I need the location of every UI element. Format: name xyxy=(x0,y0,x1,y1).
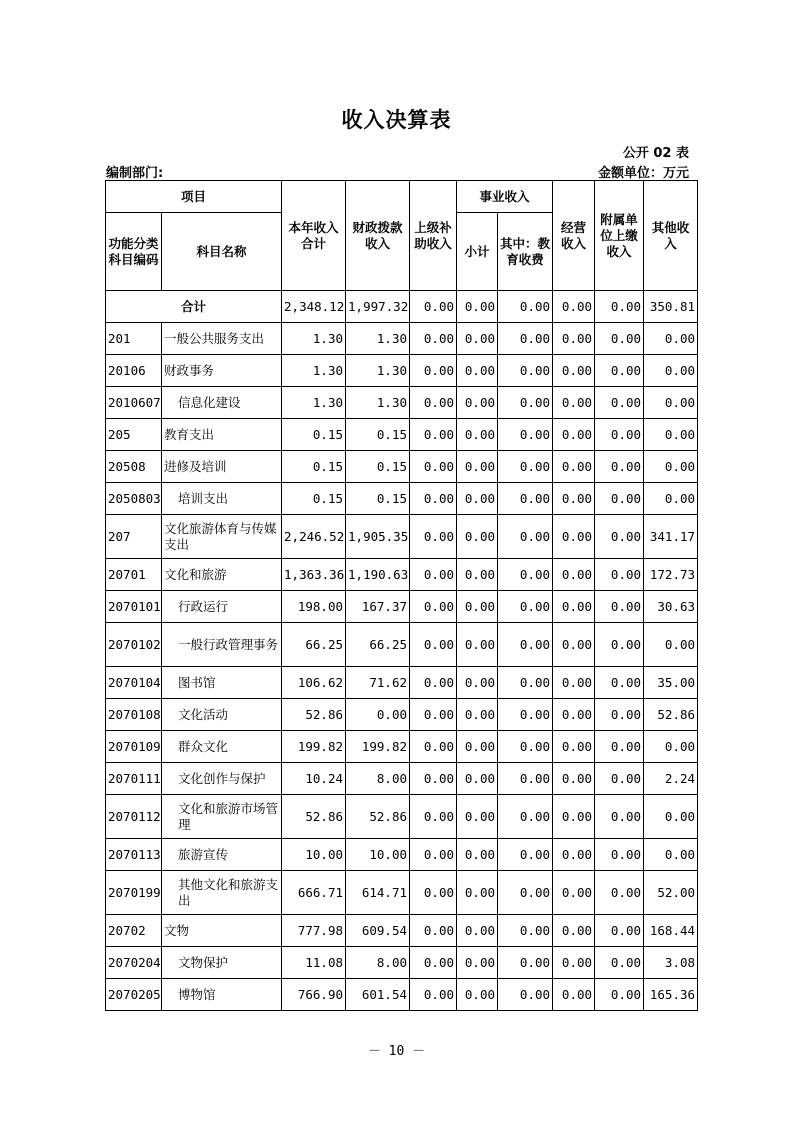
row-name: 文化和旅游 xyxy=(162,559,282,591)
header-item: 项目 xyxy=(106,181,282,213)
row-value: 0.00 xyxy=(457,355,498,387)
row-name: 教育支出 xyxy=(162,419,282,451)
table-row xyxy=(106,979,698,1011)
row-value: 666.71 xyxy=(282,871,346,915)
table-row xyxy=(106,483,698,515)
row-code: 201 xyxy=(106,323,162,355)
row-value: 0.00 xyxy=(457,451,498,483)
row-value: 0.00 xyxy=(553,623,595,667)
row-value: 0.00 xyxy=(644,419,698,451)
row-value: 0.15 xyxy=(282,419,346,451)
row-name: 图书馆 xyxy=(162,667,282,699)
row-value: 8.00 xyxy=(346,947,410,979)
row-code: 2070204 xyxy=(106,947,162,979)
total-value: 1,997.32 xyxy=(346,291,410,323)
row-value: 10.00 xyxy=(346,839,410,871)
header-subject-name: 科目名称 xyxy=(162,213,282,291)
row-value: 0.00 xyxy=(595,699,644,731)
row-value: 0.00 xyxy=(498,515,553,559)
row-value: 0.00 xyxy=(410,763,457,795)
row-value: 0.00 xyxy=(595,451,644,483)
table-row xyxy=(106,591,698,623)
row-value: 71.62 xyxy=(346,667,410,699)
row-code: 2070104 xyxy=(106,667,162,699)
row-value: 66.25 xyxy=(346,623,410,667)
row-value: 0.00 xyxy=(644,795,698,839)
row-code: 2070101 xyxy=(106,591,162,623)
row-value: 1.30 xyxy=(346,323,410,355)
row-value: 0.00 xyxy=(410,483,457,515)
row-value: 766.90 xyxy=(282,979,346,1011)
row-code: 2070205 xyxy=(106,979,162,1011)
row-value: 0.00 xyxy=(553,871,595,915)
row-value: 0.00 xyxy=(457,795,498,839)
row-name: 文化活动 xyxy=(162,699,282,731)
row-value: 0.00 xyxy=(553,839,595,871)
row-name: 旅游宣传 xyxy=(162,839,282,871)
header-operating: 经营收入 xyxy=(553,181,595,291)
row-value: 1,190.63 xyxy=(346,559,410,591)
row-code: 2050803 xyxy=(106,483,162,515)
header-edu-fee: 其中：教育收费 xyxy=(498,213,553,291)
row-value: 0.00 xyxy=(498,699,553,731)
row-value: 0.00 xyxy=(553,323,595,355)
row-value: 2.24 xyxy=(644,763,698,795)
row-value: 0.00 xyxy=(498,947,553,979)
row-value: 0.00 xyxy=(346,699,410,731)
row-value: 0.00 xyxy=(410,419,457,451)
row-value: 0.00 xyxy=(498,591,553,623)
table-row xyxy=(106,323,698,355)
row-code: 20508 xyxy=(106,451,162,483)
row-value: 0.00 xyxy=(553,795,595,839)
row-name: 文物保护 xyxy=(162,947,282,979)
row-value: 0.00 xyxy=(595,979,644,1011)
row-value: 0.00 xyxy=(457,979,498,1011)
row-code: 20106 xyxy=(106,355,162,387)
total-value: 0.00 xyxy=(553,291,595,323)
header-total: 本年收入合计 xyxy=(282,181,346,291)
row-value: 0.00 xyxy=(553,483,595,515)
table-row xyxy=(106,947,698,979)
table-row xyxy=(106,731,698,763)
row-value: 52.86 xyxy=(644,699,698,731)
row-value: 0.00 xyxy=(410,947,457,979)
row-value: 199.82 xyxy=(346,731,410,763)
row-value: 341.17 xyxy=(644,515,698,559)
row-name: 财政事务 xyxy=(162,355,282,387)
total-value: 0.00 xyxy=(595,291,644,323)
row-value: 0.00 xyxy=(410,559,457,591)
row-code: 2070109 xyxy=(106,731,162,763)
row-value: 10.24 xyxy=(282,763,346,795)
row-value: 8.00 xyxy=(346,763,410,795)
row-value: 0.00 xyxy=(553,915,595,947)
row-value: 0.00 xyxy=(595,323,644,355)
row-value: 0.00 xyxy=(410,515,457,559)
row-value: 1.30 xyxy=(282,323,346,355)
row-value: 10.00 xyxy=(282,839,346,871)
row-value: 1,363.36 xyxy=(282,559,346,591)
row-value: 0.00 xyxy=(595,515,644,559)
row-value: 0.00 xyxy=(644,323,698,355)
row-value: 0.00 xyxy=(410,623,457,667)
row-value: 0.00 xyxy=(410,591,457,623)
row-value: 0.00 xyxy=(644,623,698,667)
row-value: 0.00 xyxy=(498,839,553,871)
row-value: 0.00 xyxy=(595,839,644,871)
row-code: 2070102 xyxy=(106,623,162,667)
row-value: 0.00 xyxy=(498,795,553,839)
row-value: 0.00 xyxy=(410,699,457,731)
table-code: 公开 02 表 xyxy=(622,146,689,161)
row-value: 0.00 xyxy=(595,483,644,515)
table-row xyxy=(106,667,698,699)
row-value: 0.00 xyxy=(457,763,498,795)
row-value: 0.00 xyxy=(457,387,498,419)
row-value: 0.00 xyxy=(457,323,498,355)
row-value: 609.54 xyxy=(346,915,410,947)
row-value: 165.36 xyxy=(644,979,698,1011)
row-value: 0.00 xyxy=(498,623,553,667)
header-fiscal: 财政拨款收入 xyxy=(346,181,410,291)
page-title: 收入决算表 xyxy=(341,108,452,132)
row-value: 0.00 xyxy=(410,387,457,419)
row-code: 2070113 xyxy=(106,839,162,871)
row-value: 0.00 xyxy=(457,699,498,731)
row-value: 0.00 xyxy=(553,355,595,387)
total-row xyxy=(106,291,698,323)
row-code: 207 xyxy=(106,515,162,559)
row-code: 2010607 xyxy=(106,387,162,419)
row-value: 0.00 xyxy=(595,591,644,623)
row-value: 0.00 xyxy=(457,731,498,763)
row-value: 30.63 xyxy=(644,591,698,623)
row-code: 205 xyxy=(106,419,162,451)
row-value: 0.00 xyxy=(595,355,644,387)
page-number: － 10 － xyxy=(367,1044,426,1059)
table-row xyxy=(106,699,698,731)
table-row xyxy=(106,451,698,483)
row-value: 52.86 xyxy=(282,699,346,731)
row-value: 0.00 xyxy=(595,623,644,667)
row-value: 0.00 xyxy=(553,763,595,795)
row-value: 0.00 xyxy=(410,667,457,699)
row-name: 文化和旅游市场管理 xyxy=(162,795,282,839)
row-value: 0.00 xyxy=(644,731,698,763)
row-value: 0.00 xyxy=(498,483,553,515)
row-code: 2070112 xyxy=(106,795,162,839)
row-value: 168.44 xyxy=(644,915,698,947)
row-code: 2070111 xyxy=(106,763,162,795)
row-value: 1.30 xyxy=(282,355,346,387)
row-value: 0.00 xyxy=(410,795,457,839)
row-value: 52.00 xyxy=(644,871,698,915)
row-name: 群众文化 xyxy=(162,731,282,763)
row-value: 0.00 xyxy=(595,731,644,763)
row-value: 3.08 xyxy=(644,947,698,979)
row-name: 博物馆 xyxy=(162,979,282,1011)
row-value: 0.00 xyxy=(410,979,457,1011)
row-value: 0.00 xyxy=(498,323,553,355)
row-value: 199.82 xyxy=(282,731,346,763)
row-value: 0.00 xyxy=(498,763,553,795)
row-value: 0.00 xyxy=(457,591,498,623)
total-value: 0.00 xyxy=(498,291,553,323)
row-value: 167.37 xyxy=(346,591,410,623)
table-row xyxy=(106,387,698,419)
row-code: 20701 xyxy=(106,559,162,591)
row-value: 0.00 xyxy=(498,419,553,451)
row-value: 0.15 xyxy=(282,451,346,483)
row-value: 0.00 xyxy=(498,871,553,915)
table-row xyxy=(106,355,698,387)
row-value: 0.00 xyxy=(410,731,457,763)
row-value: 1.30 xyxy=(346,387,410,419)
row-value: 0.00 xyxy=(457,667,498,699)
row-value: 0.00 xyxy=(410,451,457,483)
row-value: 0.00 xyxy=(498,731,553,763)
row-value: 0.15 xyxy=(282,483,346,515)
table-row xyxy=(106,623,698,667)
table-row xyxy=(106,915,698,947)
total-value: 0.00 xyxy=(410,291,457,323)
department-label: 编制部门: xyxy=(106,166,164,181)
table-row xyxy=(106,515,698,559)
row-value: 0.15 xyxy=(346,451,410,483)
row-name: 其他文化和旅游支出 xyxy=(162,871,282,915)
row-code: 20702 xyxy=(106,915,162,947)
row-value: 0.00 xyxy=(595,763,644,795)
row-value: 0.00 xyxy=(498,451,553,483)
row-value: 0.00 xyxy=(553,419,595,451)
row-value: 0.00 xyxy=(553,515,595,559)
row-value: 0.00 xyxy=(595,387,644,419)
row-name: 文物 xyxy=(162,915,282,947)
row-value: 0.00 xyxy=(410,915,457,947)
row-code: 2070199 xyxy=(106,871,162,915)
header-business: 事业收入 xyxy=(457,181,553,213)
row-value: 2,246.52 xyxy=(282,515,346,559)
table-row xyxy=(106,871,698,915)
row-name: 行政运行 xyxy=(162,591,282,623)
header-subtotal: 小计 xyxy=(457,213,498,291)
row-value: 0.00 xyxy=(644,451,698,483)
row-value: 106.62 xyxy=(282,667,346,699)
row-value: 0.00 xyxy=(553,559,595,591)
row-value: 1,905.35 xyxy=(346,515,410,559)
row-value: 0.00 xyxy=(595,947,644,979)
row-value: 0.00 xyxy=(498,559,553,591)
row-value: 0.00 xyxy=(498,355,553,387)
row-value: 614.71 xyxy=(346,871,410,915)
total-value: 0.00 xyxy=(457,291,498,323)
row-name: 进修及培训 xyxy=(162,451,282,483)
table-row xyxy=(106,795,698,839)
row-value: 0.00 xyxy=(410,871,457,915)
row-value: 0.00 xyxy=(595,795,644,839)
row-value: 0.00 xyxy=(553,947,595,979)
row-value: 1.30 xyxy=(282,387,346,419)
header-superior: 上级补助收入 xyxy=(410,181,457,291)
row-value: 0.00 xyxy=(644,355,698,387)
row-name: 文化旅游体育与传媒支出 xyxy=(162,515,282,559)
row-name: 信息化建设 xyxy=(162,387,282,419)
row-name: 文化创作与保护 xyxy=(162,763,282,795)
row-value: 0.00 xyxy=(498,667,553,699)
row-value: 0.00 xyxy=(553,387,595,419)
row-value: 0.00 xyxy=(457,515,498,559)
row-value: 0.00 xyxy=(498,979,553,1011)
row-value: 0.00 xyxy=(644,839,698,871)
total-value: 2,348.12 xyxy=(282,291,346,323)
row-value: 0.00 xyxy=(595,667,644,699)
row-value: 0.00 xyxy=(410,355,457,387)
row-value: 0.00 xyxy=(553,699,595,731)
row-value: 0.00 xyxy=(457,623,498,667)
row-value: 0.00 xyxy=(595,915,644,947)
row-name: 培训支出 xyxy=(162,483,282,515)
row-value: 0.00 xyxy=(644,387,698,419)
total-label: 合计 xyxy=(106,291,282,323)
row-value: 0.00 xyxy=(553,667,595,699)
row-value: 0.00 xyxy=(410,839,457,871)
row-value: 0.00 xyxy=(595,871,644,915)
row-value: 0.00 xyxy=(457,559,498,591)
row-value: 0.00 xyxy=(410,323,457,355)
row-value: 0.00 xyxy=(644,483,698,515)
header-affiliated: 附属单位上缴收入 xyxy=(595,181,644,291)
row-value: 0.00 xyxy=(457,871,498,915)
row-value: 35.00 xyxy=(644,667,698,699)
row-value: 11.08 xyxy=(282,947,346,979)
row-value: 0.00 xyxy=(553,979,595,1011)
unit-label: 金额单位：万元 xyxy=(597,166,689,181)
row-value: 0.00 xyxy=(553,451,595,483)
table-row xyxy=(106,763,698,795)
row-value: 0.00 xyxy=(457,839,498,871)
income-table xyxy=(105,180,698,1011)
total-value: 350.81 xyxy=(644,291,698,323)
header-other: 其他收入 xyxy=(644,181,698,291)
row-value: 0.00 xyxy=(553,731,595,763)
row-value: 0.00 xyxy=(457,483,498,515)
row-value: 777.98 xyxy=(282,915,346,947)
row-value: 0.00 xyxy=(595,419,644,451)
row-name: 一般行政管理事务 xyxy=(162,623,282,667)
row-name: 一般公共服务支出 xyxy=(162,323,282,355)
row-value: 52.86 xyxy=(282,795,346,839)
row-value: 0.00 xyxy=(553,591,595,623)
row-value: 66.25 xyxy=(282,623,346,667)
row-value: 52.86 xyxy=(346,795,410,839)
row-value: 0.00 xyxy=(498,915,553,947)
row-value: 1.30 xyxy=(346,355,410,387)
row-value: 198.00 xyxy=(282,591,346,623)
row-value: 0.15 xyxy=(346,419,410,451)
row-value: 0.00 xyxy=(457,419,498,451)
row-value: 0.00 xyxy=(457,915,498,947)
row-code: 2070108 xyxy=(106,699,162,731)
table-row xyxy=(106,559,698,591)
row-value: 0.00 xyxy=(595,559,644,591)
table-row xyxy=(106,839,698,871)
row-value: 0.00 xyxy=(457,947,498,979)
header-func-code: 功能分类科目编码 xyxy=(106,213,162,291)
row-value: 172.73 xyxy=(644,559,698,591)
row-value: 0.00 xyxy=(498,387,553,419)
row-value: 601.54 xyxy=(346,979,410,1011)
table-row xyxy=(106,419,698,451)
row-value: 0.15 xyxy=(346,483,410,515)
